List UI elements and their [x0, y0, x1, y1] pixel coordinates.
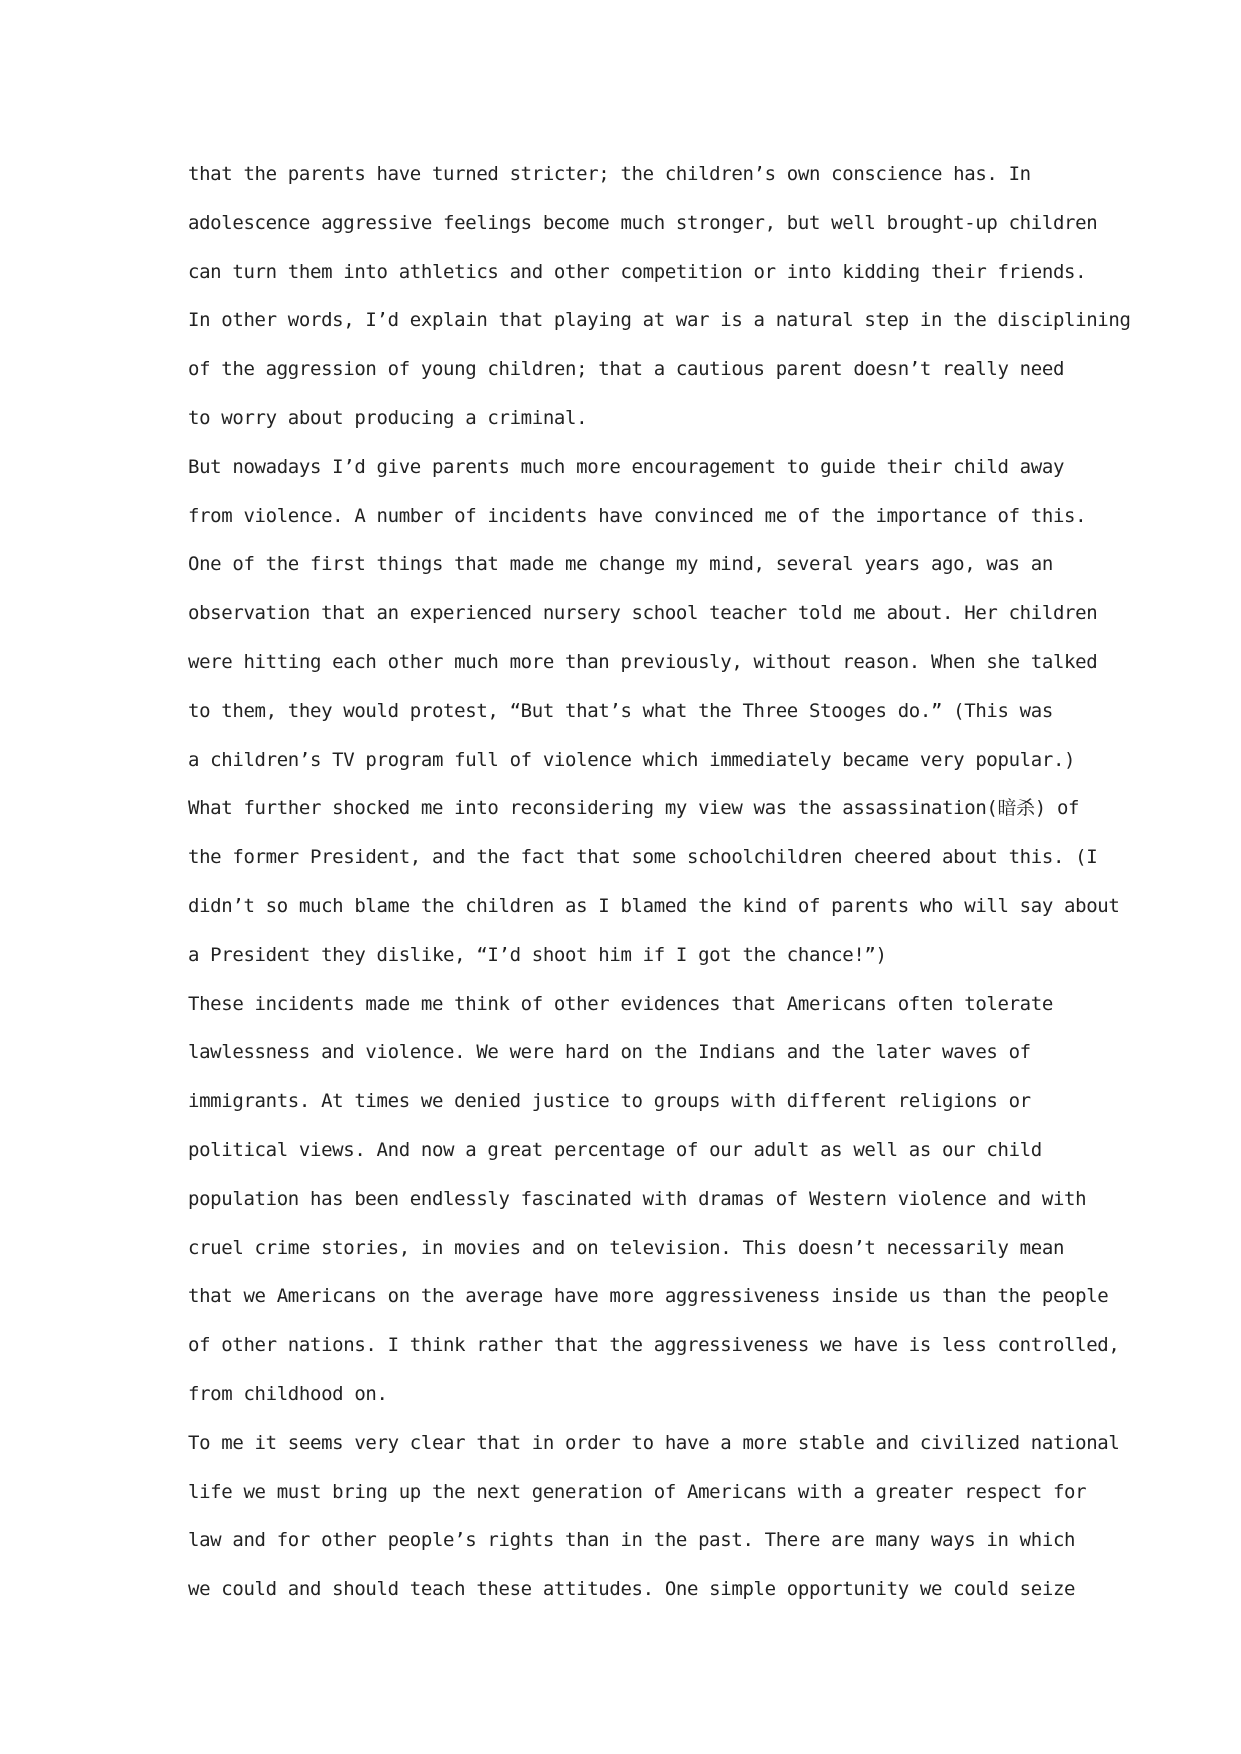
- text-line: To me it seems very clear that in order to have a more stable and civilized national: [188, 1431, 1120, 1454]
- text-line: But nowadays I’d give parents much more encouragement to guide their child away: [188, 455, 1065, 478]
- text-line: adolescence aggressive feelings become much stronger, but well brought-up children: [188, 211, 1098, 234]
- text-line: the former President, and the fact that some schoolchildren cheered about this. (I: [188, 846, 1098, 869]
- text-line: In other words, I’d explain that playing at war is a natural step in the disciplining: [188, 309, 1131, 332]
- text-line: life we must bring up the next generation of Americans with a greater respect for: [188, 1480, 1087, 1503]
- text-line: One of the first things that made me change my mind, several years ago, was an: [188, 553, 1053, 576]
- text-line: of the aggression of young children; that a cautious parent doesn’t really need: [188, 358, 1065, 381]
- text-line: a children’s TV program full of violence which immediately became very popular.): [188, 748, 1076, 771]
- text-line: These incidents made me think of other evidences that Americans often tolerate: [188, 992, 1053, 1015]
- text-line: population has been endlessly fascinated with dramas of Western violence and with: [188, 1187, 1087, 1210]
- text-line: lawlessness and violence. We were hard on the Indians and the later waves of: [188, 1041, 1031, 1064]
- text-line: What further shocked me into reconsidering my view was the assassination(暗杀) of: [188, 797, 1080, 820]
- text-line: were hitting each other much more than previously, without reason. When she talked: [188, 650, 1098, 673]
- text-line: from childhood on.: [188, 1382, 388, 1405]
- text-line: observation that an experienced nursery school teacher told me about. Her children: [188, 602, 1098, 625]
- text-line: didn’t so much blame the children as I blamed the kind of parents who will say about: [188, 894, 1120, 917]
- text-line: of other nations. I think rather that the aggressiveness we have is less controlled,: [188, 1334, 1120, 1357]
- text-line: cruel crime stories, in movies and on television. This doesn’t necessarily mean: [188, 1236, 1065, 1259]
- text-line: that the parents have turned stricter; the children’s own conscience has. In: [188, 163, 1031, 185]
- text-line: we could and should teach these attitudes. One simple opportunity we could seize: [188, 1578, 1076, 1601]
- text-line: to them, they would protest, “But that’s what the Three Stooges do.” (This was: [188, 699, 1053, 722]
- text-line: to worry about producing a criminal.: [188, 406, 588, 429]
- text-line: from violence. A number of incidents have convinced me of the importance of this.: [188, 504, 1087, 527]
- text-line: that we Americans on the average have more aggressiveness inside us than the people: [188, 1285, 1109, 1308]
- text-line: political views. And now a great percentage of our adult as well as our child: [188, 1138, 1042, 1161]
- text-line: a President they dislike, “I’d shoot him if I got the chance!”): [188, 943, 887, 966]
- body-text: [188, 158, 1188, 1622]
- text-line: can turn them into athletics and other competition or into kidding their friends.: [188, 260, 1087, 283]
- text-line: law and for other people’s rights than in the past. There are many ways in which: [188, 1529, 1076, 1552]
- text-line: immigrants. At times we denied justice to groups with different religions or: [188, 1090, 1031, 1113]
